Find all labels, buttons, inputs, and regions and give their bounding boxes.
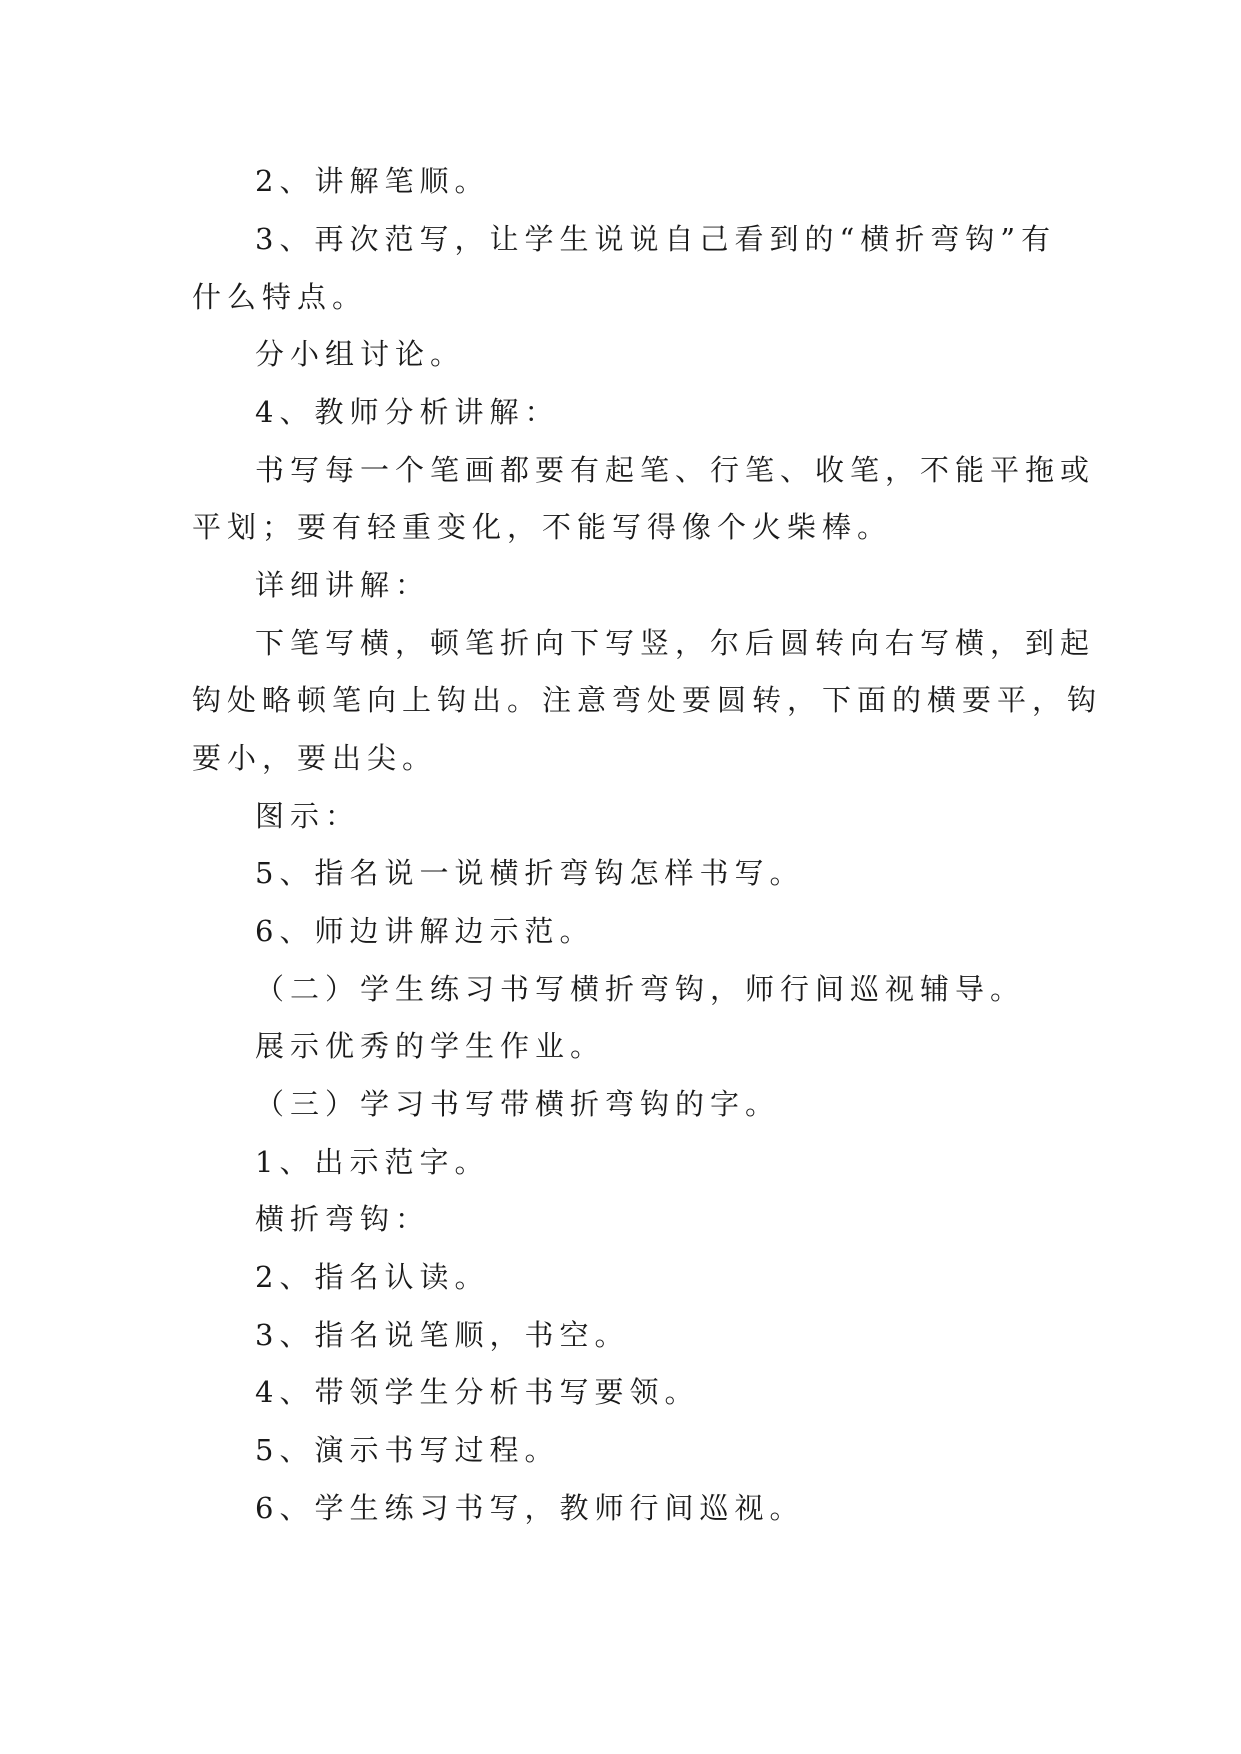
step-3-demonstrate-again: 3、再次范写，让学生说说自己看到的“横折弯钩”有 bbox=[255, 222, 1057, 256]
step-5-demonstrate-process: 5、演示书写过程。 bbox=[255, 1433, 560, 1467]
step-4-teacher-analysis: 4、教师分析讲解： bbox=[255, 395, 560, 429]
step-1-show-example: 1、出示范字。 bbox=[255, 1145, 490, 1179]
section-3-learn-characters: （三）学习书写带横折弯钩的字。 bbox=[255, 1087, 781, 1121]
detailed-explanation-heading: 详细讲解： bbox=[255, 568, 431, 602]
step-2-explain-stroke-order: 2、讲解笔顺。 bbox=[255, 164, 490, 198]
step-4-analyze-essentials: 4、带领学生分析书写要领。 bbox=[255, 1375, 700, 1409]
writing-principle-line-2: 平划；要有轻重变化，不能写得像个火柴棒。 bbox=[192, 510, 893, 544]
step-6-student-practice: 6、学生练习书写，教师行间巡视。 bbox=[255, 1491, 805, 1525]
show-student-work: 展示优秀的学生作业。 bbox=[255, 1029, 606, 1063]
step-3-stroke-order-air-writing: 3、指名说笔顺，书空。 bbox=[255, 1318, 630, 1352]
stroke-label: 横折弯钩： bbox=[255, 1202, 431, 1236]
detailed-explanation-line-1: 下笔写横，顿笔折向下写竖，尔后圆转向右写横，到起 bbox=[255, 626, 1096, 660]
detailed-explanation-line-3: 要小，要出尖。 bbox=[192, 741, 438, 775]
section-2-student-practice: （二）学生练习书写横折弯钩，师行间巡视辅导。 bbox=[255, 972, 1026, 1006]
group-discussion: 分小组讨论。 bbox=[255, 337, 466, 371]
step-3-continuation: 什么特点。 bbox=[192, 280, 368, 314]
illustration-label: 图示： bbox=[255, 799, 361, 833]
step-6-teacher-demo: 6、师边讲解边示范。 bbox=[255, 914, 595, 948]
step-5-describe-stroke: 5、指名说一说横折弯钩怎样书写。 bbox=[255, 856, 805, 890]
writing-principle-line-1: 书写每一个笔画都要有起笔、行笔、收笔，不能平拖或 bbox=[255, 453, 1096, 487]
detailed-explanation-line-2: 钩处略顿笔向上钩出。注意弯处要圆转，下面的横要平，钩 bbox=[192, 683, 1103, 717]
step-2-read-aloud: 2、指名认读。 bbox=[255, 1260, 490, 1294]
